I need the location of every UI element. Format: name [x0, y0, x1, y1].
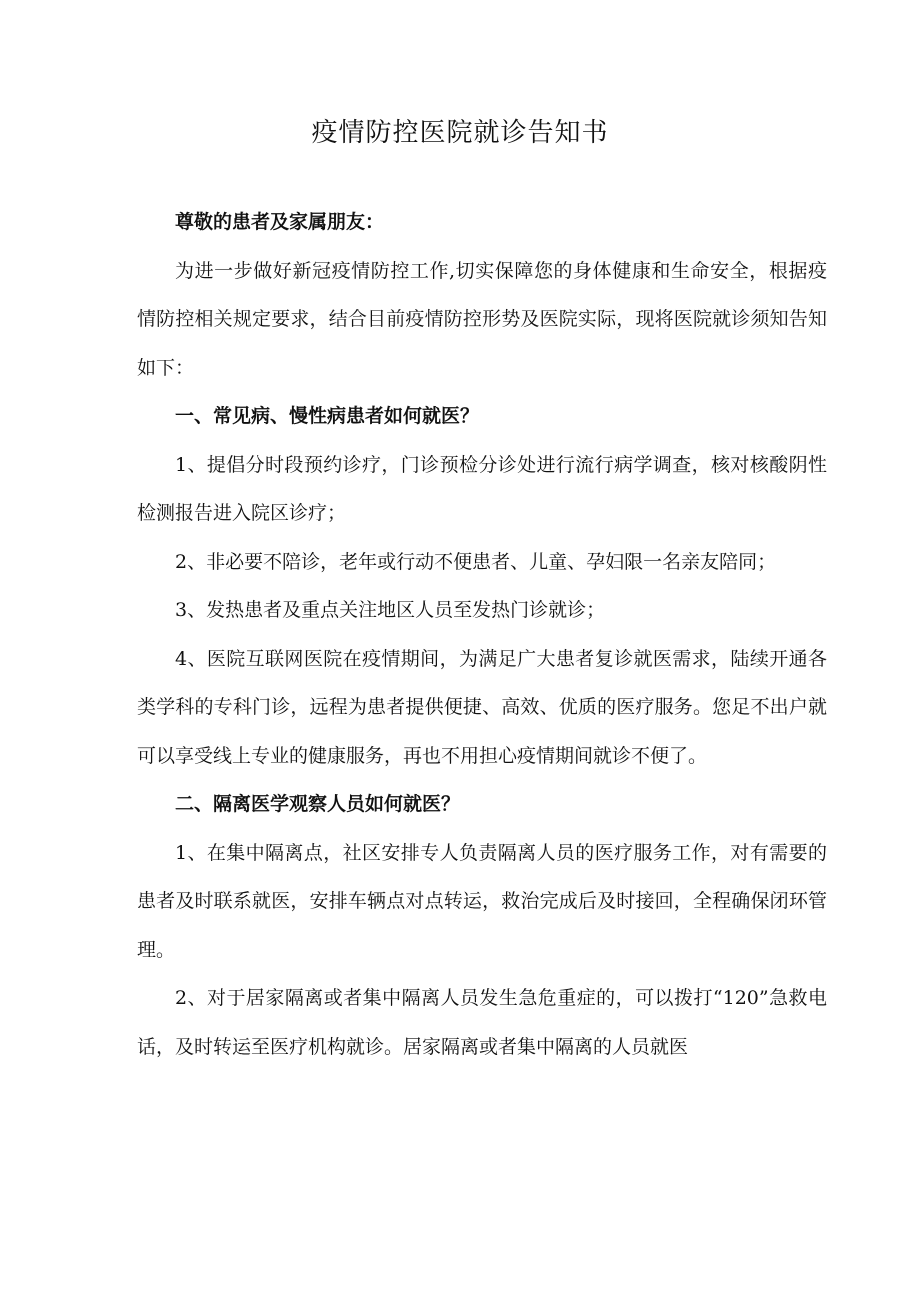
section1-item-2: 2、非必要不陪诊，老年或行动不便患者、儿童、孕妇限一名亲友陪同；	[175, 550, 777, 573]
section2-item-2: 2、对于居家隔离或者集中隔离人员发生急危重症的，可以拨打“120”急救电话，及时转运至医疗机构就诊。居家隔离或者集中隔离的人员就医	[137, 987, 827, 1058]
document-body	[137, 198, 827, 1071]
section1-item-1: 1、提倡分时段预约诊疗，门诊预检分诊处进行流行病学调查，核对核酸阴性检测报告进入院区诊疗；	[137, 453, 827, 524]
section2-item-1: 1、在集中隔离点，社区安排专人负责隔离人员的医疗服务工作，对有需要的患者及时联系就医，安排车辆点对点转运，救治完成后及时接回，全程确保闭环管理。	[137, 841, 827, 961]
document-title: 疫情防控医院就诊告知书	[311, 118, 609, 148]
section1-heading: 一、常见病、慢性病患者如何就医？	[175, 405, 480, 427]
salutation: 尊敬的患者及家属朋友：	[175, 211, 385, 233]
intro-paragraph: 为进一步做好新冠疫情防控工作,切实保障您的身体健康和生命安全，根据疫情防控相关规定要求，结合目前疫情防控形势及医院实际，现将医院就诊须知告知如下：	[137, 259, 827, 379]
section1-item-4: 4、医院互联网医院在疫情期间，为满足广大患者复诊就医需求，陆续开通各类学科的专科门诊，远程为患者提供便捷、高效、优质的医疗服务。您足不出户就可以享受线上专业的健康服务，再也不用担心疫情期间就诊不便了。	[137, 647, 827, 767]
section2-heading: 二、隔离医学观察人员如何就医？	[175, 793, 461, 815]
section1-item-3: 3、发热患者及重点关注地区人员至发热门诊就诊；	[175, 599, 606, 621]
